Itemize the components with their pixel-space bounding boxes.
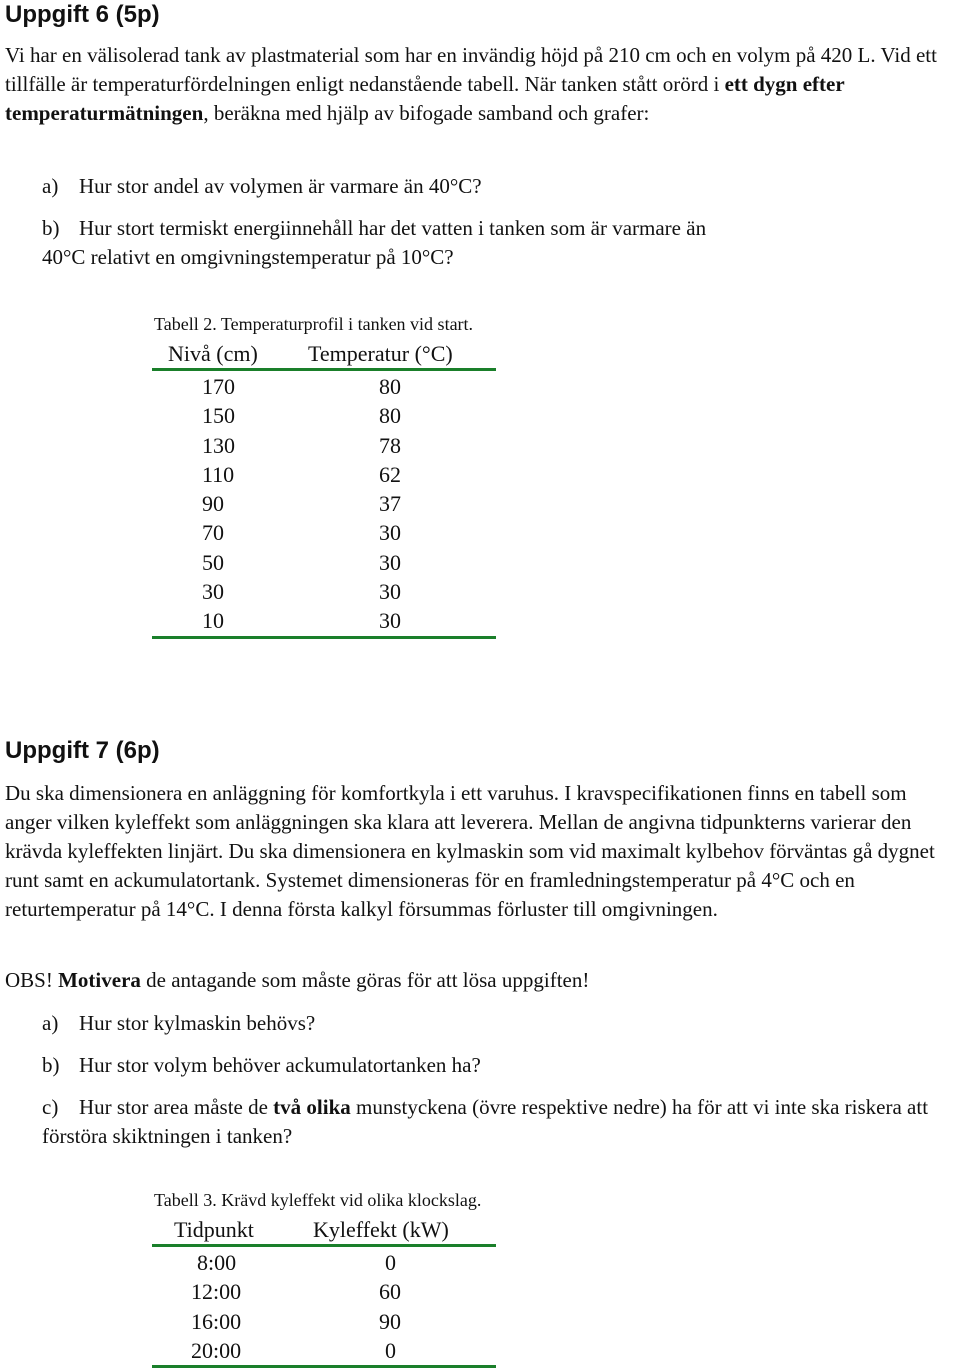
table3-body bbox=[152, 1247, 496, 1368]
time-cell: 12:00 bbox=[191, 1279, 242, 1305]
question-label: b) bbox=[42, 1053, 60, 1077]
obs-rest: de antagande som måste göras för att lösa uppgiften! bbox=[140, 968, 590, 992]
task7-obs bbox=[5, 966, 957, 995]
time-cell: 16:00 bbox=[191, 1308, 242, 1334]
question-text: Hur stor kylmaskin behövs? bbox=[79, 1011, 316, 1035]
question-text-bold: två olika bbox=[273, 1095, 351, 1119]
level-cell: 90 bbox=[202, 491, 224, 517]
question-label: a) bbox=[42, 1011, 59, 1035]
obs-prefix: OBS! bbox=[5, 968, 59, 992]
temperature-cell: 30 bbox=[379, 520, 401, 546]
power-cell: 60 bbox=[379, 1279, 401, 1305]
level-cell: 50 bbox=[202, 549, 224, 575]
question-text: Hur stort termiskt energiinnehåll har det vatten i tanken som är varmare än 40°C relativt en omgivningstemperatur på 10°C? bbox=[42, 216, 707, 269]
task6-intro-part2: , beräkna med hjälp av bifogade samband och grafer: bbox=[203, 101, 650, 125]
level-cell: 70 bbox=[202, 520, 224, 546]
power-cell: 90 bbox=[379, 1308, 401, 1334]
temperature-cell: 30 bbox=[379, 579, 401, 605]
task6-question-b bbox=[42, 214, 742, 272]
task7-question-c bbox=[42, 1093, 957, 1151]
temperature-cell: 30 bbox=[379, 549, 401, 575]
level-cell: 170 bbox=[202, 374, 235, 399]
question-text-part2: munstyckena (övre respektive nedre) ha för att vi inte ska riskera att förstöra skiktningen i tanken? bbox=[42, 1095, 929, 1148]
question-label: c) bbox=[42, 1095, 59, 1119]
table-row bbox=[152, 1277, 496, 1306]
table2-header bbox=[152, 339, 496, 371]
table-row bbox=[152, 401, 496, 430]
table-row bbox=[152, 548, 496, 577]
power-cell: 0 bbox=[385, 1250, 396, 1275]
table-row bbox=[152, 518, 496, 547]
temperature-cell: 80 bbox=[379, 374, 401, 399]
task6-heading: Uppgift 6 (5p) bbox=[5, 1, 160, 28]
task7-question-b bbox=[42, 1051, 957, 1080]
level-cell: 130 bbox=[202, 432, 235, 458]
time-cell: 20:00 bbox=[191, 1337, 242, 1363]
question-text: Hur stor andel av volymen är varmare än 40°C? bbox=[79, 174, 482, 198]
level-cell: 110 bbox=[202, 461, 235, 487]
level-cell: 30 bbox=[202, 579, 224, 605]
task6-intro bbox=[5, 41, 957, 128]
table-row bbox=[152, 372, 496, 401]
task7-intro: Du ska dimensionera en anläggning för komfortkyla i ett varuhus. I kravspecifikationen finns en tabell som anger vilken kyleffekt som anläggningen ska klara att leverera. Mellan de angivna tidpunkterns varierar den krävda kyleffekten linjärt. Du ska dimensionera en kylmaskin som vid maximalt kylbehov förväntas gå dygnet runt samt en ackumulatortank. Systemet dimensioneras för en framledningstemperatur på 4°C och en returtemperatur på 14°C. I denna första kalkyl försummas förluster till omgivningen. bbox=[5, 781, 935, 921]
table-row bbox=[152, 431, 496, 460]
level-cell: 10 bbox=[202, 608, 224, 634]
task6-intro-part1: Vi har en välisolerad tank av plastmaterial som har en invändig höjd på 210 cm och en volym på 420 L. Vid ett tillfälle är temperaturfördelningen enligt nedanstående tabell. När tanken stått orörd i bbox=[5, 43, 937, 96]
table-row bbox=[152, 577, 496, 606]
table3-caption: Tabell 3. Krävd kyleffekt vid olika klockslag. bbox=[154, 1190, 482, 1210]
time-cell: 8:00 bbox=[197, 1250, 237, 1275]
temperature-cell: 30 bbox=[379, 608, 401, 634]
table-row bbox=[152, 606, 496, 635]
level-cell: 150 bbox=[202, 403, 235, 429]
table-row bbox=[152, 1248, 496, 1277]
question-text: Hur stor volym behöver ackumulatortanken ha? bbox=[79, 1053, 481, 1077]
question-label: a) bbox=[42, 174, 59, 198]
table3-header bbox=[152, 1215, 496, 1247]
table3 bbox=[152, 1215, 496, 1368]
table-row bbox=[152, 489, 496, 518]
table2-body bbox=[152, 371, 496, 639]
table2-header-temperature: Temperatur (°C) bbox=[308, 341, 453, 366]
question-text-part1: Hur stor area måste de bbox=[79, 1095, 274, 1119]
temperature-cell: 37 bbox=[379, 491, 401, 517]
table3-header-time: Tidpunkt bbox=[174, 1217, 254, 1242]
table-row bbox=[152, 1336, 496, 1365]
table-row bbox=[152, 460, 496, 489]
table2-header-level: Nivå (cm) bbox=[168, 341, 258, 366]
question-label: b) bbox=[42, 216, 60, 240]
power-cell: 0 bbox=[385, 1337, 396, 1363]
table-row bbox=[152, 1307, 496, 1336]
obs-bold: Motivera bbox=[58, 968, 141, 992]
temperature-cell: 78 bbox=[379, 432, 401, 458]
table2 bbox=[152, 339, 496, 639]
task6-intro-bold: ett dygn efter temperaturmätningen bbox=[5, 72, 845, 125]
task7-question-a bbox=[42, 1009, 957, 1038]
task6-question-a bbox=[42, 172, 957, 201]
table3-header-cooling-power: Kyleffekt (kW) bbox=[313, 1217, 449, 1242]
task7-heading: Uppgift 7 (6p) bbox=[5, 737, 160, 764]
temperature-cell: 80 bbox=[379, 403, 401, 429]
table2-caption: Tabell 2. Temperaturprofil i tanken vid start. bbox=[154, 314, 474, 334]
temperature-cell: 62 bbox=[379, 461, 401, 487]
